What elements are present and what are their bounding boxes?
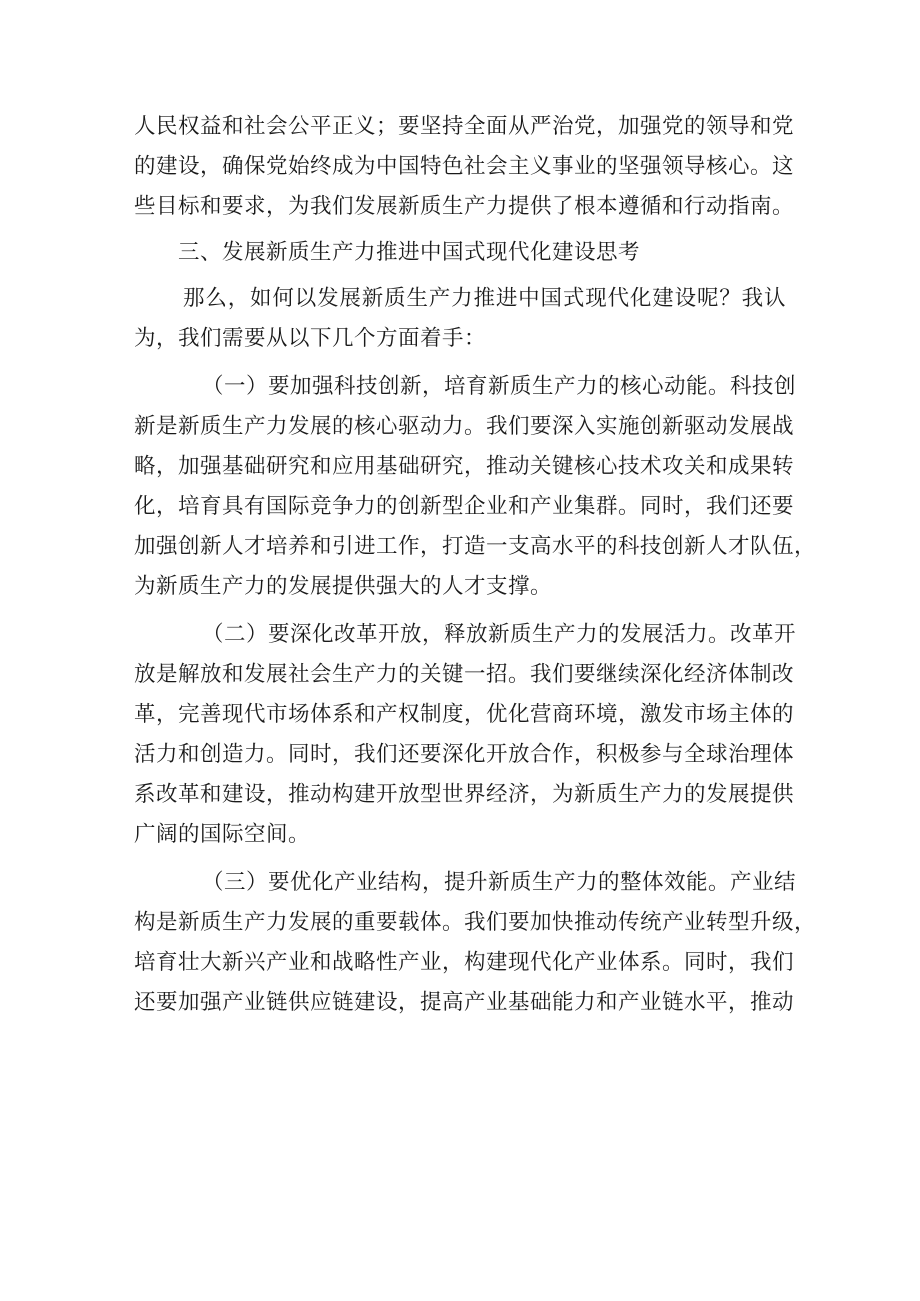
- text-line: 人民权益和社会公平正义；要坚持全面从严治党，加强党的领导和党: [134, 114, 795, 139]
- text-line: 那么，如何以发展新质生产力推进中国式现代化建设呢？我认: [183, 286, 786, 311]
- text-line: 放是解放和发展社会生产力的关键一招。我们要继续深化经济体制改: [134, 662, 795, 687]
- text-line: （三）要优化产业结构，提升新质生产力的整体效能。产业结: [202, 870, 797, 895]
- text-line: 活力和创造力。同时，我们还要深化开放合作，积极参与全球治理体: [134, 742, 795, 767]
- text-line: 为，我们需要从以下几个方面着手：: [134, 326, 487, 351]
- text-line: 广阔的国际空间。: [134, 822, 311, 847]
- text-line: （一）要加强科技创新，培育新质生产力的核心动能。科技创: [202, 374, 797, 399]
- text-line: 构是新质生产力发展的重要载体。我们要加快推动传统产业转型升级，: [134, 910, 817, 935]
- paragraph: [134, 367, 817, 607]
- paragraph: [134, 863, 817, 1023]
- text-line: 的建设，确保党始终成为中国特色社会主义事业的坚强领导核心。这: [134, 154, 795, 179]
- text-line: 些目标和要求，为我们发展新质生产力提供了根本遵循和行动指南。: [134, 194, 795, 219]
- text-line: 系改革和建设，推动构建开放型世界经济，为新质生产力的发展提供: [134, 782, 795, 807]
- text-line: 新是新质生产力发展的核心驱动力。我们要深入实施创新驱动发展战: [134, 414, 795, 439]
- section-heading: [134, 233, 786, 273]
- text-line: 加强创新人才培养和引进工作，打造一支高水平的科技创新人才队伍，: [134, 534, 817, 559]
- paragraph: [134, 107, 795, 227]
- section-heading-text: 三、发展新质生产力推进中国式现代化建设思考: [178, 240, 641, 265]
- text-line: 还要加强产业链供应链建设，提高产业基础能力和产业链水平，推动: [134, 990, 795, 1015]
- document-body: [134, 107, 817, 1023]
- text-line: 略，加强基础研究和应用基础研究，推动关键核心技术攻关和成果转: [134, 454, 795, 479]
- text-line: 化，培育具有国际竞争力的创新型企业和产业集群。同时，我们还要: [134, 494, 795, 519]
- paragraph: [134, 615, 797, 855]
- paragraph: [134, 279, 786, 359]
- text-line: 革，完善现代市场体系和产权制度，优化营商环境，激发市场主体的: [134, 702, 795, 727]
- text-line: （二）要深化改革开放，释放新质生产力的发展活力。改革开: [202, 622, 797, 647]
- text-line: 为新质生产力的发展提供强大的人才支撑。: [134, 574, 553, 599]
- text-line: 培育壮大新兴产业和战略性产业，构建现代化产业体系。同时，我们: [134, 950, 795, 975]
